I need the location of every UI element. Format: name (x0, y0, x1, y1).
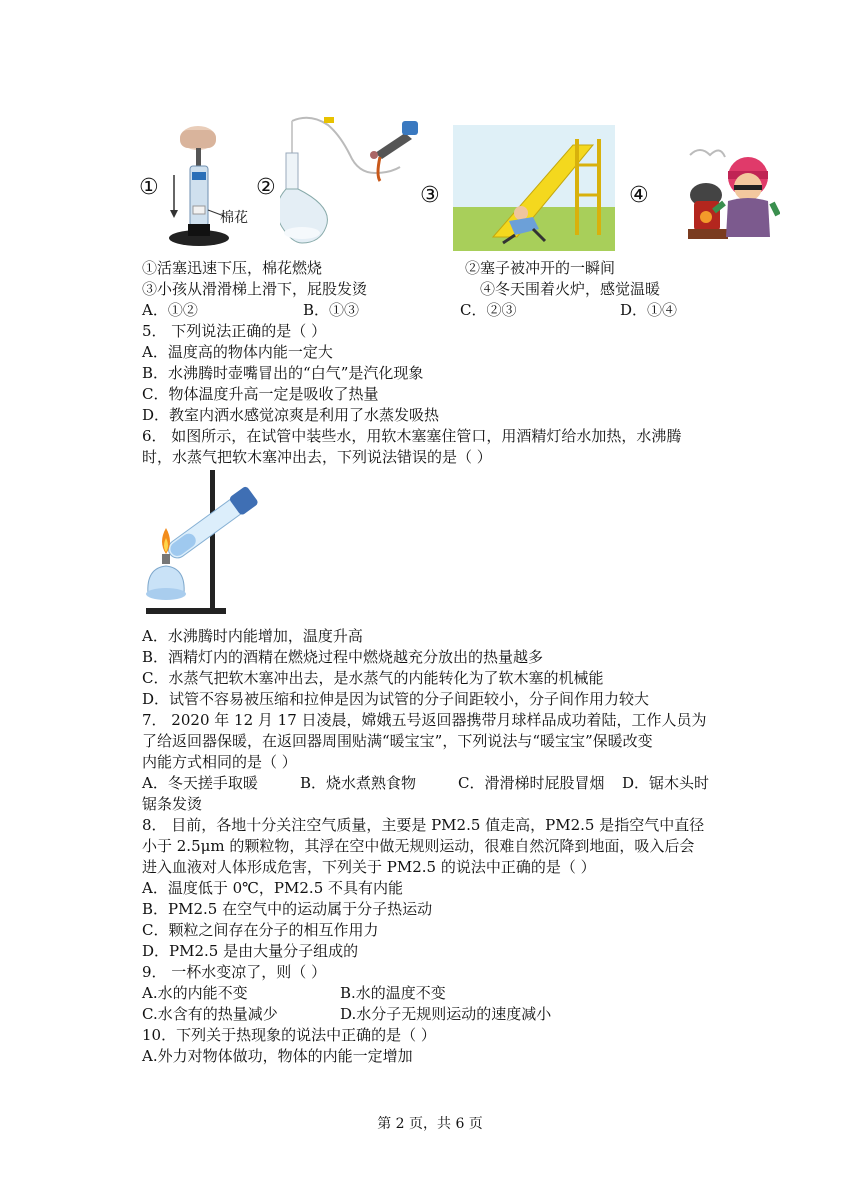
marker-3: ③ (420, 183, 440, 208)
q9-option-b: B.水的温度不变 (340, 984, 446, 1002)
q6-stem-line-2: 时，水蒸气把软木塞冲出去，下列说法错误的是（ ） (142, 448, 492, 466)
q4-caption-4: ④冬天围着火炉，感觉温暖 (480, 280, 661, 298)
q6-option-d: D．试管不容易被压缩和拉伸是因为试管的分子间距较小，分子间作用力较大 (142, 690, 650, 708)
q8-stem-line-3: 进入血液对人体形成危害，下列关于 PM2.5 的说法中正确的是（ ） (142, 858, 596, 876)
q4-caption-1: ①活塞迅速下压，棉花燃烧 (142, 259, 323, 277)
q4-option-c: C．②③ (460, 301, 517, 319)
q7-option-a: A．冬天搓手取暖 (142, 774, 258, 792)
q8-stem-line-1: 8． 目前，各地十分关注空气质量，主要是 PM2.5 值走高，PM2.5 是指空气中直径 (142, 816, 705, 834)
q5-option-a: A．温度高的物体内能一定大 (142, 343, 333, 361)
page-footer: 第 2 页，共 6 页 (377, 1116, 483, 1132)
q6-option-b: B．酒精灯内的酒精在燃烧过程中燃烧越充分放出的热量越多 (142, 648, 544, 666)
q7-stem-line-1: 7． 2020 年 12 月 17 日凌晨，嫦娥五号返回器携带月球样品成功着陆，工作人员为 (142, 711, 707, 729)
cotton-label: 棉花 (220, 210, 248, 226)
q9-option-d: D.水分子无规则运动的速度减小 (340, 1005, 552, 1023)
q5-option-d: D．教室内洒水感觉凉爽是利用了水蒸发吸热 (142, 406, 440, 424)
q5-stem: 5． 下列说法正确的是（ ） (142, 322, 327, 340)
q8-option-d: D．PM2.5 是由大量分子组成的 (142, 942, 359, 960)
q4-option-a: A．①② (142, 301, 198, 319)
fire-syringe-illustration (160, 120, 250, 250)
q9-stem: 9． 一杯水变凉了，则（ ） (142, 963, 327, 981)
q4-caption-3: ③小孩从滑滑梯上滑下，屁股发烫 (142, 280, 368, 298)
alcohol-lamp-test-tube-illustration (140, 468, 270, 618)
q7-option-d-cont: 锯条发烫 (142, 795, 203, 813)
q8-option-b: B．PM2.5 在空气中的运动属于分子热运动 (142, 900, 433, 918)
stove-child-illustration (670, 145, 780, 245)
q5-option-c: C．物体温度升高一定是吸收了热量 (142, 385, 379, 403)
slide-illustration (453, 125, 615, 251)
q6-stem-line-1: 6． 如图所示，在试管中装些水，用软木塞塞住管口，用酒精灯给水加热，水沸腾 (142, 427, 682, 445)
q10-stem: 10．下列关于热现象的说法中正确的是（ ） (142, 1026, 436, 1044)
q9-option-a: A.水的内能不变 (142, 984, 248, 1002)
q6-option-c: C．水蒸气把软木塞冲出去，是水蒸气的内能转化为了软木塞的机械能 (142, 669, 604, 687)
marker-2: ② (256, 175, 276, 200)
q4-caption-2: ②塞子被冲开的一瞬间 (465, 259, 616, 277)
q7-stem-line-3: 内能方式相同的是（ ） (142, 753, 297, 771)
q9-option-c: C.水含有的热量减少 (142, 1005, 278, 1023)
q7-option-d: D．锯木头时 (622, 774, 710, 792)
q5-option-b: B．水沸腾时壶嘴冒出的“白气”是汽化现象 (142, 364, 424, 382)
q8-option-c: C．颗粒之间存在分子的相互作用力 (142, 921, 379, 939)
q10-option-a: A.外力对物体做功，物体的内能一定增加 (142, 1047, 413, 1065)
marker-1: ① (139, 175, 159, 200)
q7-option-b: B．烧水煮熟食物 (300, 774, 417, 792)
q6-option-a: A．水沸腾时内能增加，温度升高 (142, 627, 363, 645)
q7-stem-line-2: 了给返回器保暖，在返回器周围贴满“暖宝宝”，下列说法与“暖宝宝”保暖改变 (142, 732, 653, 750)
marker-4: ④ (629, 183, 649, 208)
figure-row (135, 115, 785, 255)
q8-stem-line-2: 小于 2.5μm 的颗粒物，其浮在空中做无规则运动，很难自然沉降到地面，吸入后会 (142, 837, 695, 855)
q4-option-b: B．①③ (303, 301, 360, 319)
q8-option-a: A．温度低于 0℃，PM2.5 不具有内能 (142, 879, 403, 897)
q4-option-d: D．①④ (620, 301, 678, 319)
q7-option-c: C．滑滑梯时屁股冒烟 (458, 774, 605, 792)
flask-torch-illustration (280, 115, 425, 250)
